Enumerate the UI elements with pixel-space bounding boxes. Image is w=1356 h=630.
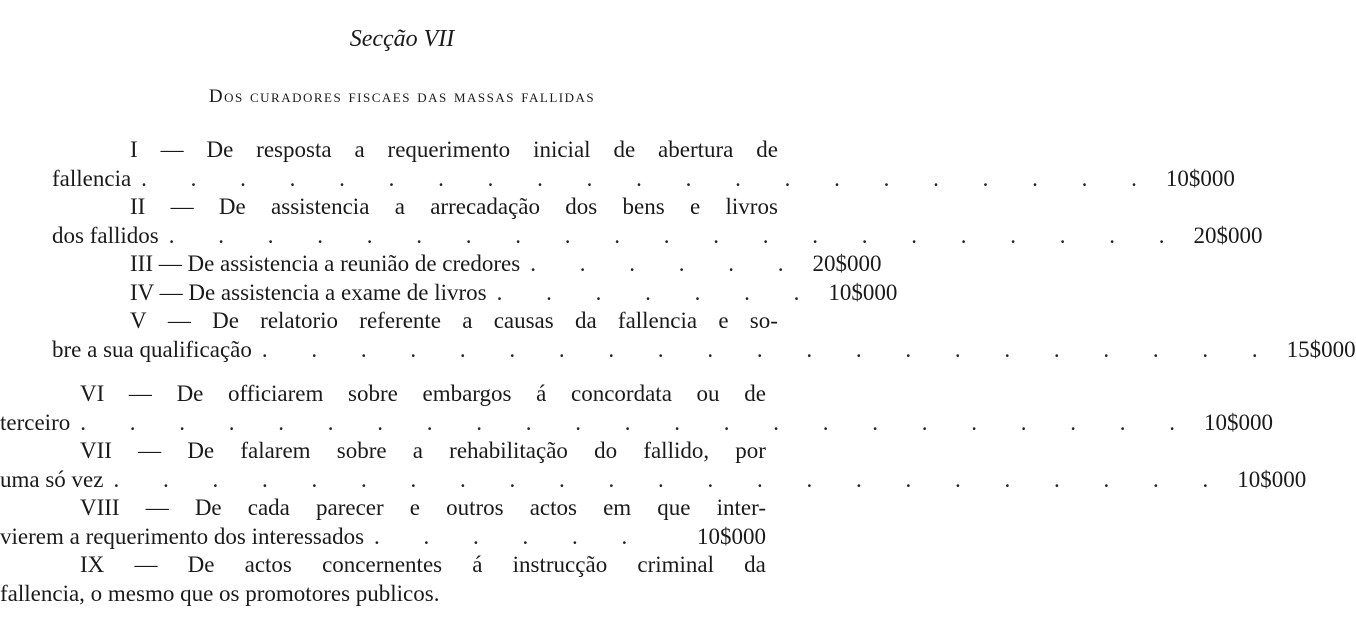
dot-leader: . . . . . . [374,523,647,549]
fee-item-vii [0,437,1307,494]
section-title: Secção VII [349,26,455,52]
fee-amount: 10$000 [697,523,766,549]
fee-item-continuation: uma só vez [0,466,104,492]
fee-item-v [52,307,1356,364]
dot-leader: . . . . . . . . . . . . . . . . . . . . . [168,222,1184,248]
fee-amount: 10$000 [828,279,898,305]
fee-item-i [52,136,1235,193]
dot-leader: . . . . . . . . . . . . . . . . . . . . . . . [80,409,1194,435]
fee-item-text: V — De relatorio referente a causas da fallencia e so- [130,308,778,333]
fee-item-viii [0,494,766,551]
fee-amount: 20$000 [1193,222,1263,248]
dot-leader: . . . . . . . [496,279,819,305]
fee-item-continuation: vierem a requerimento dos interessados [0,523,365,549]
dot-leader: . . . . . . . . . . . . . . . . . . . . . [141,165,1156,191]
fee-item-text: II — De assistencia a arrecadação dos bens e livros [130,194,778,219]
fee-item-iii [52,250,882,279]
fee-item-text: I — De resposta a requerimento inicial de abertura de [130,137,778,162]
fee-item-text: III — De assistencia a reunião de credores [130,251,521,276]
fee-amount: 10$000 [1165,165,1235,191]
fee-amount: 15$000 [1286,336,1356,362]
fee-item-text: VI — De officiarem sobre embargos á concordata ou de [80,381,766,406]
fee-item-vi [0,380,1273,437]
fee-item-text: VII — De falarem sobre a rehabilitação do fallido, por [80,438,766,463]
fee-item-ii [52,193,1263,250]
fee-item-iv [52,279,898,308]
fee-item-text: IX — De actos concernentes á instrucção criminal da [80,552,766,577]
dot-leader: . . . . . . . . . . . . . . . . . . . . . . . [113,466,1228,492]
fee-item-text: VIII — De cada parecer e outros actos em que inter- [80,495,766,520]
fee-amount: 10$000 [1203,409,1273,435]
fee-item-continuation: fallencia, o mesmo que os promotores publicos. [0,580,440,606]
fee-list-actos [0,380,1307,608]
fee-amount: 10$000 [1237,466,1307,492]
fee-list-curadores [52,136,1356,364]
fee-item-text: IV — De assistencia a exame de livros [130,279,487,305]
dot-leader: . . . . . . . . . . . . . . . . . . . . . [261,336,1277,362]
fee-amount: 20$000 [812,251,882,276]
fee-item-continuation: terceiro [0,409,71,435]
dot-leader: . . . . . . [530,251,803,276]
fee-item-continuation: fallencia [52,165,132,191]
fee-item-ix [0,551,766,608]
fee-item-continuation: bre a sua qualificação [52,336,252,362]
section-subtitle: Dos curadores fiscaes das massas fallidas [208,86,596,107]
fee-item-continuation: dos fallidos [52,222,159,248]
